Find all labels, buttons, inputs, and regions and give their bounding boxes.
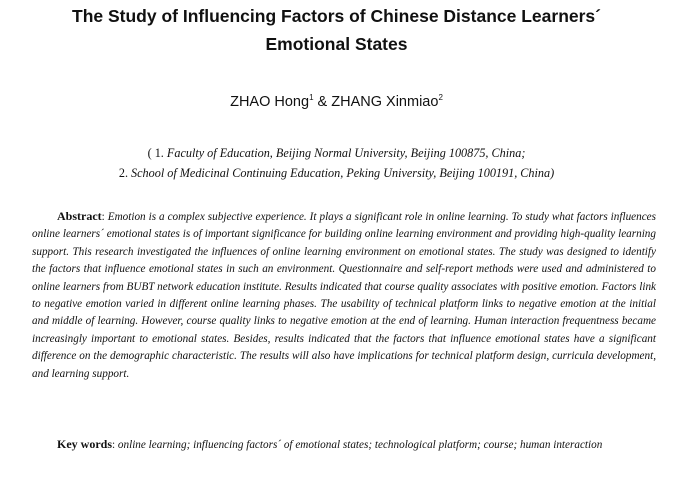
- paper-title-line-2: Emotional States: [265, 34, 408, 54]
- abstract: [32, 208, 656, 383]
- author-line: [0, 93, 673, 111]
- affiliation-text: School of Medicinal Continuing Education, Peking University, Beijing 100191, China): [131, 166, 555, 180]
- keywords-text: online learning; influencing factors´ of emotional states; technological platform; course; human interaction: [117, 439, 603, 451]
- abstract-separator: :: [101, 211, 108, 223]
- affiliation-marker: 1: [309, 93, 314, 102]
- affiliation-number: 2.: [118, 166, 128, 180]
- affiliation-marker: 2: [438, 93, 443, 102]
- keywords: [32, 436, 656, 454]
- keywords-separator: :: [112, 439, 118, 451]
- author-name: ZHANG Xinmiao: [331, 94, 439, 110]
- abstract-text: Emotion is a complex subjective experience. It plays a significant role in online learning. To study what factors influences online learners´ emotional states is of important significance for building online learning environment and providing high-quality learning support. This research investigated the influences of online learning environment on emotional states. The study was designed to identify the factors that influence emotional states in such an environment. Questionnaire and self-report methods were used and administered to online learners from BUBT network education institute. Results indicated that course quality associates with positive emotion. Factors link to negative emotion varied in different online learning phases. The usability of technical platform links to negative emotion at the initial and middle of learning. However, course quality links to negative emotion at the end of learning. Human interaction frequentness became increasingly important to emotional states. Besides, results indicated that the factors that influence emotional states have a significant difference on the demographic characteristic. The results will also have implications for technical platform design, curricula development, and learning support.: [32, 211, 657, 380]
- affiliation-2: [0, 165, 673, 181]
- affiliation-1: [0, 145, 673, 161]
- keywords-label: Key words: [57, 437, 112, 451]
- paper-title-line-1: The Study of Influencing Factors of Chinese Distance Learners´: [72, 6, 601, 26]
- author-name: ZHAO Hong: [230, 94, 310, 110]
- author-separator: &: [313, 94, 332, 110]
- abstract-label: Abstract: [57, 209, 102, 223]
- affiliation-text: Faculty of Education, Beijing Normal University, Beijing 100875, China;: [166, 146, 526, 160]
- affiliation-number: ( 1.: [147, 146, 164, 160]
